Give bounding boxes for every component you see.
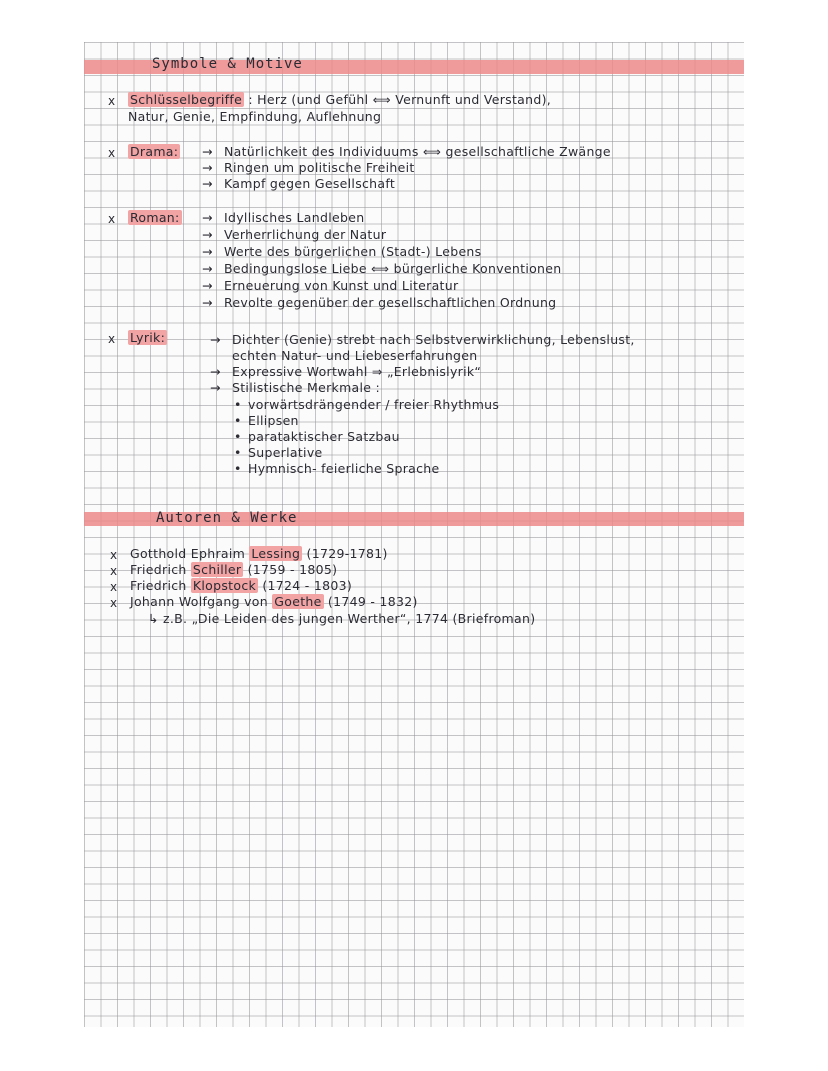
schluessel-text: Herz (und Gefühl ⟺ Vernunft und Verstand), [257, 92, 552, 107]
author-dates: (1759 - 1805) [247, 562, 338, 577]
list-item [202, 144, 611, 159]
list-item [210, 364, 481, 379]
bullet-text: Hymnisch- feierliche Sprache [248, 461, 440, 476]
author-first-name: Gotthold Ephraim [130, 546, 246, 561]
bullet-item [234, 429, 400, 444]
list-item-text: Revolte gegenüber der gesellschaftlichen Ordnung [224, 295, 557, 310]
schluessel-text-cont: Natur, Genie, Empfindung, Auflehnung [128, 109, 382, 124]
list-item [202, 160, 415, 175]
roman-label-wrap [128, 210, 182, 225]
bullet-item [234, 445, 323, 460]
bullet-icon: • [234, 397, 242, 412]
bullet-icon: • [234, 461, 242, 476]
bullet-icon: • [234, 445, 242, 460]
list-item-text: Kampf gegen Gesellschaft [224, 176, 396, 191]
list-item [202, 244, 481, 259]
bullet-text: Superlative [248, 445, 323, 460]
bullet-text: vorwärtsdrängender / freier Rhythmus [248, 397, 500, 412]
author-first-name: Friedrich [130, 562, 187, 577]
author-last-name: Schiller [192, 562, 242, 577]
author-dates: (1724 - 1803) [262, 578, 353, 593]
list-item [202, 227, 386, 242]
list-item-text: Ringen um politische Freiheit [224, 160, 415, 175]
bullet-item [234, 397, 499, 412]
arrow-icon: → [202, 144, 213, 159]
notebook-page [84, 42, 744, 1027]
drama-label-wrap [128, 144, 180, 159]
bullet-icon: • [234, 429, 242, 444]
author-line [130, 546, 388, 561]
list-item [202, 278, 458, 293]
bullet-text: Ellipsen [248, 413, 299, 428]
list-item [210, 380, 380, 395]
arrow-icon: → [202, 278, 213, 293]
drama-label: Drama: [130, 144, 179, 159]
bullet-item [234, 461, 440, 476]
roman-label: Roman: [130, 210, 180, 225]
schluessel-label: Schlüsselbegriffe [130, 92, 243, 107]
author-last-name: Klopstock [192, 578, 257, 593]
lyrik-label-wrap [128, 330, 167, 345]
list-item [202, 176, 395, 191]
author-last-name: Lessing [251, 546, 301, 561]
lyrik-label: Lyrik: [130, 330, 166, 345]
arrow-icon: → [202, 160, 213, 175]
author-first-name: Friedrich [130, 578, 187, 593]
author-dates: (1749 - 1832) [327, 594, 418, 609]
cross-mark: x [110, 596, 118, 610]
arrow-icon: → [202, 176, 213, 191]
list-item-text: Expressive Wortwahl ⇒ „Erlebnislyrik“ [232, 364, 482, 379]
list-item-text: Idyllisches Landleben [224, 210, 365, 225]
arrow-icon: → [202, 210, 213, 225]
list-item-cont: echten Natur- und Liebeserfahrungen [232, 348, 478, 363]
author-line [130, 578, 352, 593]
author-last-name: Goethe [274, 594, 322, 609]
bullet-item [234, 413, 299, 428]
arrow-icon: → [210, 332, 221, 347]
arrow-icon: → [202, 261, 213, 276]
goethe-example: ↳ z.B. „Die Leiden des jungen Werther“, 1774 (Briefroman) [148, 611, 536, 626]
arrow-icon: → [210, 364, 221, 379]
list-item [202, 210, 364, 225]
bullet-text: parataktischer Satzbau [248, 429, 400, 444]
section-title-autoren: Autoren & Werke [156, 510, 298, 526]
arrow-icon: → [202, 227, 213, 242]
list-item-text: Natürlichkeit des Individuums ⟺ gesellschaftliche Zwänge [224, 144, 611, 159]
cross-mark: x [108, 332, 116, 346]
section-title-symbole: Symbole & Motive [152, 56, 303, 72]
author-dates: (1729-1781) [306, 546, 388, 561]
cross-mark: x [110, 564, 118, 578]
arrow-icon: → [202, 244, 213, 259]
bullet-icon: • [234, 413, 242, 428]
author-first-name: Johann Wolfgang von [130, 594, 268, 609]
list-item-text: Bedingungslose Liebe ⟺ bürgerliche Konventionen [224, 261, 562, 276]
schluessel-line [128, 92, 551, 107]
list-item [210, 332, 635, 347]
list-item [202, 295, 556, 310]
arrow-icon: → [210, 380, 221, 395]
list-item-text: Verherrlichung der Natur [224, 227, 387, 242]
cross-mark: x [108, 212, 116, 226]
schluessel-colon: : [244, 92, 258, 107]
cross-mark: x [108, 146, 116, 160]
list-item-text: Dichter (Genie) strebt nach Selbstverwirklichung, Lebenslust, [232, 332, 635, 347]
cross-mark: x [110, 548, 118, 562]
list-item-text: Erneuerung von Kunst und Literatur [224, 278, 459, 293]
list-item-text: Stilistische Merkmale : [232, 380, 381, 395]
list-item [202, 261, 562, 276]
author-line [130, 594, 418, 609]
cross-mark: x [110, 580, 118, 594]
list-item-text: Werte des bürgerlichen (Stadt-) Lebens [224, 244, 482, 259]
cross-mark: x [108, 94, 116, 108]
arrow-icon: → [202, 295, 213, 310]
author-line [130, 562, 337, 577]
